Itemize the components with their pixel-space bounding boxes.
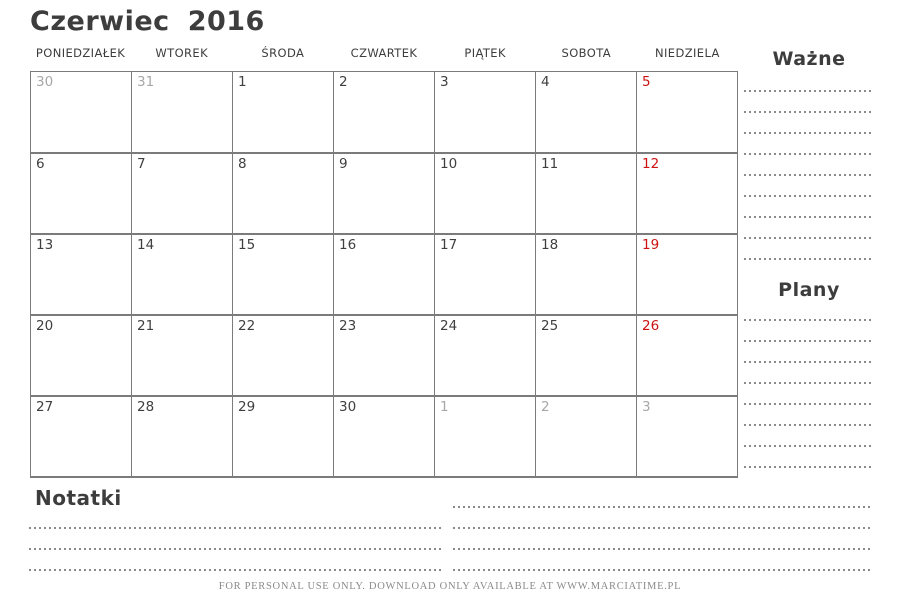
day-number: 2 [339, 74, 348, 90]
day-number: 25 [541, 317, 559, 334]
day-number: 2 [541, 398, 550, 415]
day-cell [334, 72, 435, 153]
notatki-title: Notatki [35, 486, 122, 510]
day-number: 4 [541, 74, 550, 90]
weekday-header: WTOREK [155, 46, 209, 60]
day-cell [334, 315, 435, 396]
day-cell [233, 396, 334, 477]
day-number: 3 [440, 74, 449, 90]
day-number: 15 [238, 236, 256, 253]
dotted-line [29, 548, 443, 550]
weekday-header-row [30, 46, 738, 60]
day-cell [536, 234, 637, 315]
day-cell [132, 234, 233, 315]
day-number: 9 [339, 155, 348, 172]
day-number: 14 [137, 236, 155, 253]
notes-lines-right [453, 506, 870, 590]
dotted-line [453, 548, 870, 550]
dotted-line [744, 258, 874, 260]
day-number: 11 [541, 155, 559, 172]
plany-lines [744, 319, 874, 468]
day-number: 1 [440, 398, 449, 415]
day-cell [637, 234, 738, 315]
page-title [30, 6, 265, 37]
dotted-line [744, 424, 874, 426]
dotted-line [744, 403, 874, 405]
day-cell [536, 153, 637, 234]
day-cell [334, 234, 435, 315]
day-number: 30 [339, 398, 357, 415]
day-cell [31, 315, 132, 396]
day-number: 19 [642, 236, 660, 253]
day-cell [31, 72, 132, 153]
day-number: 20 [36, 317, 54, 334]
day-cell [435, 153, 536, 234]
day-cell [637, 72, 738, 153]
dotted-line [453, 506, 870, 508]
day-number: 16 [339, 236, 357, 253]
day-cell [31, 234, 132, 315]
dotted-line [744, 340, 874, 342]
weekday-header: PONIEDZIAŁEK [35, 46, 126, 60]
plany-title: Plany [778, 279, 840, 301]
day-number: 12 [642, 155, 660, 172]
weekday-header: NIEDZIELA [655, 46, 720, 60]
day-number: 22 [238, 317, 256, 334]
day-cell [132, 315, 233, 396]
dotted-line [744, 382, 874, 384]
day-cell [435, 315, 536, 396]
day-number: 7 [137, 155, 146, 172]
weekday-header: ŚRODA [261, 46, 305, 60]
day-number: 17 [440, 236, 458, 253]
day-cell [31, 396, 132, 477]
dotted-line [744, 90, 874, 92]
day-number: 5 [642, 74, 651, 90]
month-title: Czerwiec [30, 6, 170, 37]
day-number: 27 [36, 398, 54, 415]
week-row [31, 153, 738, 234]
dotted-line [29, 569, 443, 571]
day-cell [435, 72, 536, 153]
day-cell [536, 315, 637, 396]
weekday-header: CZWARTEK [350, 46, 418, 60]
dotted-line [744, 361, 874, 363]
day-cell [31, 153, 132, 234]
day-number: 23 [339, 317, 357, 334]
dotted-line [744, 216, 874, 218]
day-number: 3 [642, 398, 651, 415]
day-cell [334, 153, 435, 234]
day-number: 24 [440, 317, 458, 334]
dotted-line [453, 527, 870, 529]
day-number: 13 [36, 236, 54, 253]
dotted-line [744, 466, 874, 468]
day-cell [233, 153, 334, 234]
day-cell [435, 234, 536, 315]
day-cell [233, 72, 334, 153]
day-cell [233, 315, 334, 396]
day-cell [132, 153, 233, 234]
day-number: 29 [238, 398, 256, 415]
day-cell [334, 396, 435, 477]
weekday-header: PIĄTEK [464, 46, 506, 60]
day-number: 26 [642, 317, 660, 334]
dotted-line [453, 569, 870, 571]
day-cell [435, 396, 536, 477]
dotted-line [744, 237, 874, 239]
day-number: 8 [238, 155, 247, 172]
year-title: 2016 [187, 6, 265, 37]
day-number: 1 [238, 74, 247, 90]
footer-text: FOR PERSONAL USE ONLY. DOWNLOAD ONLY AVAILABLE AT WWW.MARCIATIME.PL [218, 581, 682, 592]
day-number: 30 [36, 74, 54, 90]
day-number: 21 [137, 317, 155, 334]
dotted-line [744, 319, 874, 321]
week-row [31, 72, 738, 153]
dotted-line [744, 153, 874, 155]
day-number: 28 [137, 398, 155, 415]
week-row [31, 396, 738, 477]
calendar-grid [30, 71, 738, 478]
week-row [31, 315, 738, 396]
dotted-line [744, 111, 874, 113]
day-cell [637, 153, 738, 234]
week-row [31, 234, 738, 315]
dotted-line [744, 445, 874, 447]
day-cell [536, 396, 637, 477]
dotted-line [744, 174, 874, 176]
dotted-line [744, 195, 874, 197]
sidebar [744, 46, 874, 468]
weekday-header: SOBOTA [561, 46, 612, 60]
day-cell [233, 234, 334, 315]
day-number: 10 [440, 155, 458, 172]
day-number: 31 [137, 74, 155, 90]
day-cell [536, 72, 637, 153]
day-cell [637, 396, 738, 477]
dotted-line [744, 132, 874, 134]
day-number: 6 [36, 155, 45, 172]
day-cell [132, 396, 233, 477]
dotted-line [29, 527, 443, 529]
wazne-lines [744, 90, 874, 260]
day-cell [132, 72, 233, 153]
day-cell [637, 315, 738, 396]
day-number: 18 [541, 236, 559, 253]
wazne-title: Ważne [772, 48, 846, 70]
